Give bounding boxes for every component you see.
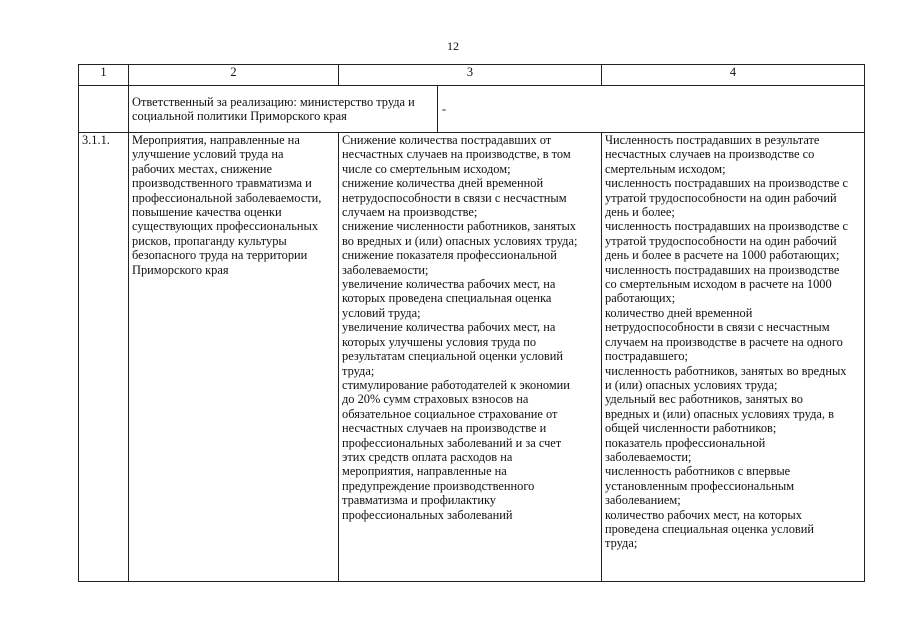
indicator-line: показатель профессиональной bbox=[605, 435, 766, 450]
indicator-line: нетрудоспособности в связи с несчастным bbox=[605, 320, 830, 335]
indicator-line: несчастных случаев на производстве со bbox=[605, 147, 815, 162]
item-indicators bbox=[602, 133, 865, 582]
indicator-line: численность пострадавших на производстве с bbox=[605, 219, 848, 234]
indicator-line: труда; bbox=[605, 536, 638, 551]
header-col-1: 1 bbox=[79, 65, 129, 86]
table-row bbox=[79, 133, 865, 582]
indicator-line: смертельным исходом; bbox=[605, 161, 726, 176]
results-line: предупреждение производственного bbox=[342, 478, 535, 493]
description-line: рабочих местах, снижение bbox=[132, 161, 273, 176]
description-line: безопасного труда на территории bbox=[132, 248, 308, 263]
item-results bbox=[339, 133, 602, 582]
item-description bbox=[129, 133, 339, 582]
results-line: мероприятия, направленные на bbox=[342, 464, 507, 479]
description-line: Мероприятия, направленные на bbox=[132, 133, 300, 147]
responsible-row bbox=[79, 86, 865, 133]
description-line: Приморского края bbox=[132, 262, 229, 277]
results-line: травматизма и профилактику bbox=[342, 493, 496, 508]
description-line: существующих профессиональных bbox=[132, 219, 319, 234]
results-line: снижение показателя профессиональной bbox=[342, 248, 557, 263]
header-row bbox=[79, 65, 865, 86]
item-number: 3.1.1. bbox=[79, 133, 129, 582]
results-line: обязательное социальное страхование от bbox=[342, 406, 558, 421]
results-line: нетрудоспособности в связи с несчастным bbox=[342, 190, 567, 205]
indicator-line: общей численности работников; bbox=[605, 421, 777, 436]
results-line: снижение численности работников, занятых bbox=[342, 219, 576, 234]
results-line: увеличение количества рабочих мест, на bbox=[342, 277, 556, 292]
results-line: во вредных и (или) опасных условиях труда; bbox=[342, 233, 578, 248]
results-line: снижение количества дней временной bbox=[342, 176, 544, 191]
indicator-line: утратой трудоспособности на один рабочий bbox=[605, 233, 837, 248]
indicator-line: пострадавшего; bbox=[605, 349, 689, 364]
results-line: профессиональных заболеваний bbox=[342, 507, 513, 522]
indicator-line: со смертельным исходом в расчете на 1000 bbox=[605, 277, 832, 292]
indicator-line: численность пострадавших на производстве bbox=[605, 262, 840, 277]
indicator-line: численность работников с впервые bbox=[605, 464, 791, 479]
results-line: случаем на производстве; bbox=[342, 205, 478, 220]
indicator-line: заболеванием; bbox=[605, 493, 681, 508]
description-line: профессиональной заболеваемости, bbox=[132, 190, 322, 205]
results-line: до 20% сумм страховых взносов на bbox=[342, 392, 529, 407]
indicator-line: заболеваемости; bbox=[605, 449, 692, 464]
header-col-2: 2 bbox=[129, 65, 339, 86]
page-number: 12 bbox=[447, 39, 459, 53]
indicator-line: день и более; bbox=[605, 205, 675, 220]
responsible-cell bbox=[129, 86, 865, 133]
results-line: результатам специальной оценки условий bbox=[342, 349, 564, 364]
results-line: несчастных случаев на производстве и bbox=[342, 421, 547, 436]
responsible-value: - bbox=[437, 86, 446, 132]
results-line: профессиональных заболеваний и за счет bbox=[342, 435, 562, 450]
description-line: рисков, пропаганду культуры bbox=[132, 233, 287, 248]
indicator-line: утратой трудоспособности на один рабочий bbox=[605, 190, 837, 205]
description-line: производственного травматизма и bbox=[132, 176, 312, 191]
indicator-line: случаем на производстве в расчете на одного bbox=[605, 334, 843, 349]
measures-table bbox=[78, 64, 865, 582]
results-line: условий труда; bbox=[342, 305, 421, 320]
results-line: заболеваемости; bbox=[342, 262, 429, 277]
indicator-line: вредных и (или) опасных условиях труда, в bbox=[605, 406, 834, 421]
indicator-line: Численность пострадавших в результате bbox=[605, 133, 820, 147]
indicator-line: день и более в расчете на 1000 работающих; bbox=[605, 248, 840, 263]
results-line: Снижение количества пострадавших от bbox=[342, 133, 552, 147]
results-line: стимулирование работодателей к экономии bbox=[342, 377, 570, 392]
header-col-3: 3 bbox=[339, 65, 602, 86]
indicator-line: количество рабочих мест, на которых bbox=[605, 507, 802, 522]
description-line: улучшение условий труда на bbox=[132, 147, 284, 162]
results-line: увеличение количества рабочих мест, на bbox=[342, 320, 556, 335]
indicator-line: работающих; bbox=[605, 291, 676, 306]
results-text bbox=[342, 133, 598, 522]
description-text bbox=[132, 133, 335, 277]
indicator-line: установленным профессиональным bbox=[605, 478, 795, 493]
description-line: повышение качества оценки bbox=[132, 205, 282, 220]
results-line: этих средств оплата расходов на bbox=[342, 449, 513, 464]
indicators-text bbox=[605, 133, 861, 551]
results-line: труда; bbox=[342, 363, 375, 378]
results-line: которых проведена специальная оценка bbox=[342, 291, 552, 306]
indicator-line: и (или) опасных условиях труда; bbox=[605, 377, 778, 392]
results-line: которых улучшены условия труда по bbox=[342, 334, 537, 349]
header-col-4: 4 bbox=[602, 65, 865, 86]
indicator-line: удельный вес работников, занятых во bbox=[605, 392, 803, 407]
indicator-line: численность работников, занятых во вредных bbox=[605, 363, 847, 378]
indicator-line: численность пострадавших на производстве с bbox=[605, 176, 848, 191]
indicator-line: проведена специальная оценка условий bbox=[605, 521, 815, 536]
responsible-label: Ответственный за реализацию: министерство труда и социальной политики Приморского края bbox=[132, 94, 415, 123]
responsible-empty-cell bbox=[79, 86, 129, 133]
indicator-line: количество дней временной bbox=[605, 305, 753, 320]
results-line: числе со смертельным исходом; bbox=[342, 161, 511, 176]
results-line: несчастных случаев на производстве, в том bbox=[342, 147, 571, 162]
